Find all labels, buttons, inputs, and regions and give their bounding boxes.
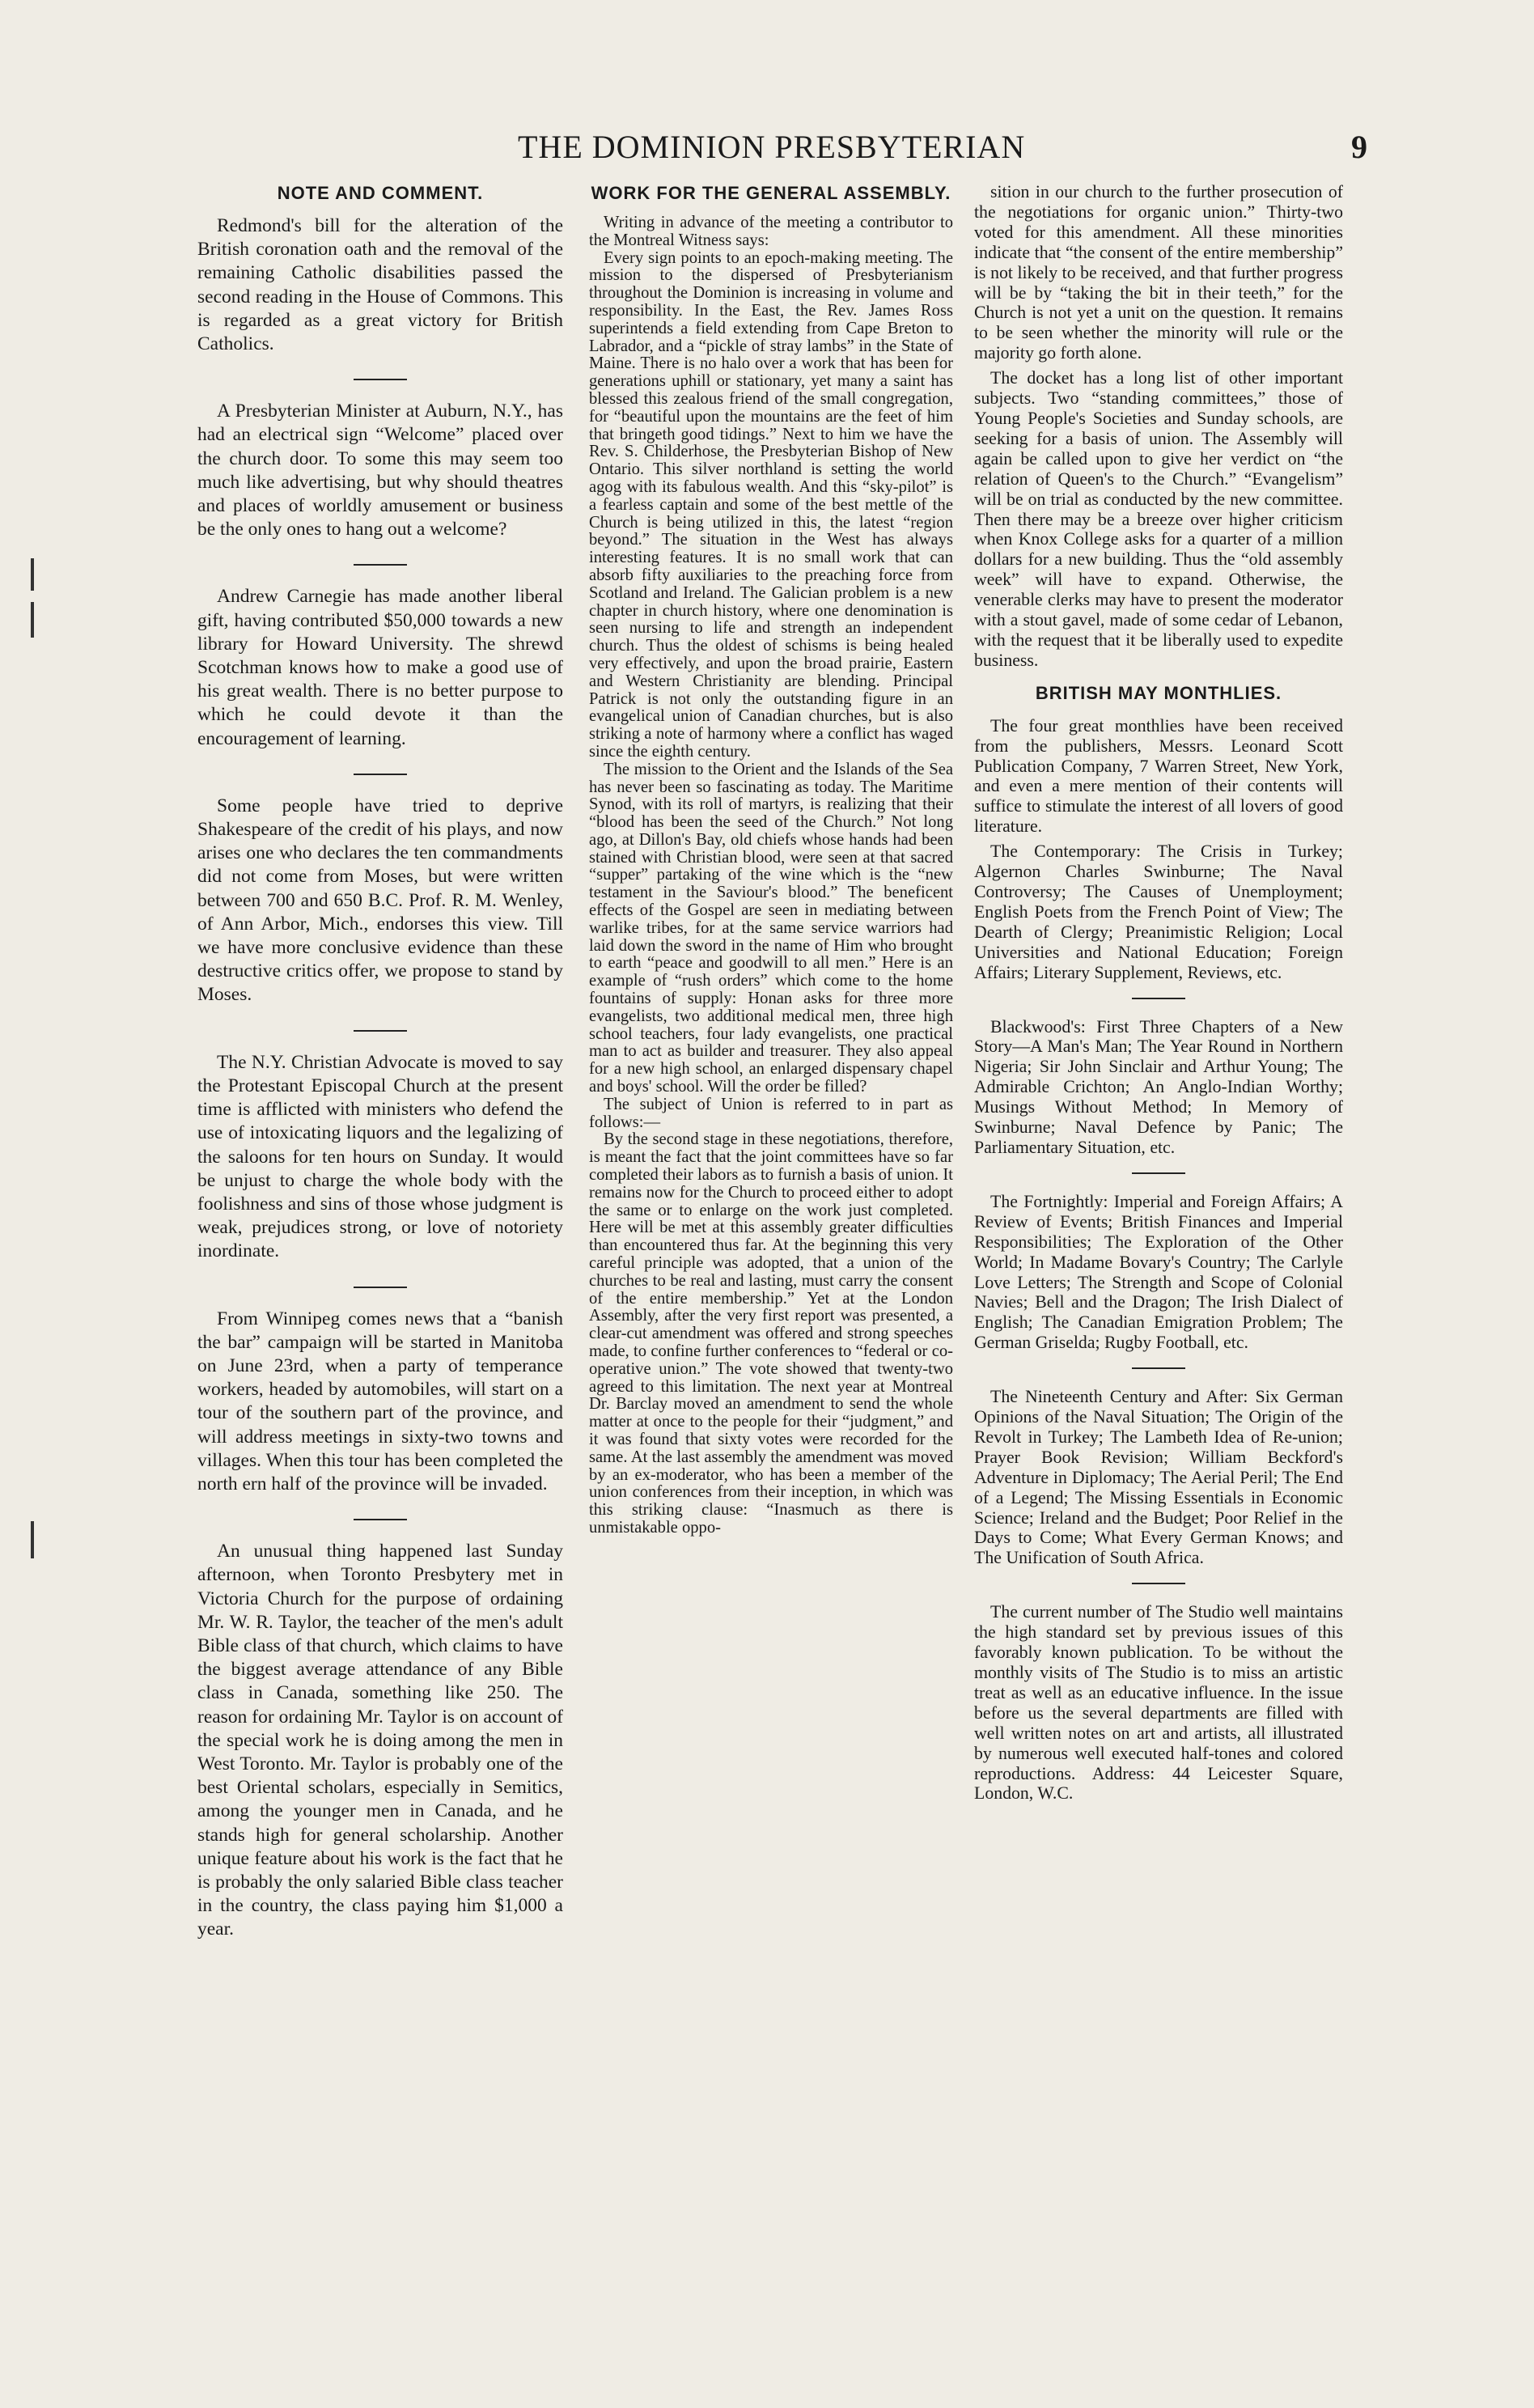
- article-paragraph: The N.Y. Christian Advocate is moved to say the Protestant Episcopal Church at the present time is afflicted with ministers who defend the use of intoxicating liquors and the legalizing of the saloons for ten hours on Sunday. It would be unjust to charge the whole body with the foolishness and sins of those whose judgment is weak, prejudices strong, or love of notoriety inordinate.: [197, 1051, 563, 1262]
- article-paragraph: The Fortnightly: Imperial and Foreign Affairs; A Review of Events; British Finances and Imperial Responsibilities; The Exploration of the Other World; In Madame Bovary's Country; The Carlyle Love Letters; The Strength and Scope of Colonial Navies; Bell and the Dragon; The Irish Dialect of English; The Canadian Emigration Problem; The German Griselda; Rugby Football, etc.: [974, 1191, 1343, 1353]
- article-paragraph: From Winnipeg comes news that a “banish the bar” campaign will be started in Manitoba on June 23rd, when a party of temperance workers, headed by automobiles, will start on a tour of the southern part of the province, and will address meetings in sixty-two towns and villages. When this tour has been completed the north ern half of the province will be invaded.: [197, 1308, 563, 1494]
- divider: [354, 379, 407, 380]
- article-paragraph: Andrew Carnegie has made another liberal gift, having contributed $50,000 towards a new library for Howard University. The shrewd Scotchman knows how to make a good use of his great wealth. There is no better purpose to which he could devote it than the encouragement of learning.: [197, 586, 563, 749]
- margin-marks: [31, 1521, 34, 1570]
- publication-title: THE DOMINION PRESBYTERIAN: [518, 129, 1026, 165]
- margin-mark: [31, 558, 34, 591]
- divider: [354, 774, 407, 775]
- article-paragraph: Some people have tried to deprive Shakespeare of the credit of his plays, and now arises one who declares the ten commandments did not come from Moses, but were written between 700 and 650 B.C. Prof. R. M. Wenley, of Ann Arbor, Mich., endorses this view. Till we have more conclusive evidence than these destructive critics offer, we propose to stand by Moses.: [197, 795, 563, 1006]
- page-header: [186, 128, 1367, 176]
- section-heading: WORK FOR THE GENERAL ASSEMBLY.: [591, 183, 951, 203]
- article-paragraph: By the second stage in these negotiations, therefore, is meant the fact that the joint committees have so far completed their labors as to furnish a basis of union. It remains now for the Church to proceed either to adopt the same or to enlarge on the work just completed. Here will be met at this assembly greater difficulties than encountered thus far. At the beginning this very careful principle was adopted, that a union of the churches to be real and lasting, must carry the consent of the entire membership.” Yet at the London Assembly, after the very first report was presented, a clear-cut amendment was offered and strong speeches made, to confine further conferences to “federal or co-operative union.” The vote showed that twenty-two agreed to this limitation. The next year at Montreal Dr. Barclay moved an amendment to send the whole matter at once to the people for their “judgment,” and it was found that sixty votes were recorded for the same. At the last assembly the amendment was moved by an ex-moderator, who has been a member of the union conferences from their inception, in which was this striking clause: “Inasmuch as there is unmistakable oppo-: [589, 1130, 953, 1537]
- column-note-and-comment: [197, 182, 563, 2221]
- article-paragraph: The four great monthlies have been received from the publishers, Messrs. Leonard Scott Publication Company, 7 Warren Street, New York, and even a mere mention of their contents will suffice to stimulate the interest of all lovers of good literature.: [974, 715, 1343, 837]
- article-paragraph: Blackwood's: First Three Chapters of a New Story—A Man's Man; The Year Round in Northern Nigeria; Sir John Sinclair and Arthur Young; The Admirable Crichton; An Anglo-Indian Worthy; Musings Without Method; In Memory of Swinburne; Naval Defence by Panic; The Parliamentary Situation, etc.: [974, 1016, 1343, 1157]
- column-work-for-general-assembly: [589, 182, 953, 2221]
- divider: [1132, 1367, 1185, 1369]
- article-paragraph: The subject of Union is referred to in part as follows:—: [589, 1095, 953, 1131]
- article-paragraph: The Nineteenth Century and After: Six German Opinions of the Naval Situation; The Origin of the Revolt in Turkey; The Lambeth Idea of Re-union; Prayer Book Revision; William Beckford's Adventure in Diplomacy; The Aerial Peril; The End of a Legend; The Missing Essentials in Economic Science; Ireland and the Budget; Poor Relief in the Days to Come; What Every German Knows; and The Unification of South Africa.: [974, 1387, 1343, 1568]
- article-paragraph: The Contemporary: The Crisis in Turkey; Algernon Charles Swinburne; The Naval Controversy; The Causes of Unemployment; English Poets from the French Point of View; The Dearth of Clergy; Preanimistic Religion; Local Universities and National Education; Foreign Affairs; Literary Supplement, Reviews, etc.: [974, 842, 1343, 982]
- article-paragraph: A Presbyterian Minister at Auburn, N.Y., has had an electrical sign “Welcome” placed over the church door. To some this may seem too much like advertising, but why should theatres and places of worldly amusement or business be the only ones to hang out a welcome?: [197, 401, 563, 541]
- margin-mark: [31, 602, 34, 638]
- column-continued-and-monthlies: [974, 182, 1343, 2221]
- article-paragraph: Writing in advance of the meeting a contributor to the Montreal Witness says:: [589, 214, 953, 249]
- article-paragraph: Every sign points to an epoch-making meeting. The mission to the dispersed of Presbyterianism throughout the Dominion is increasing in volume and responsibility. In the East, the Rev. James Ross superintends a field extending from Cape Breton to Labrador, and a “pickle of stray lambs” in the State of Maine. There is no halo over a work that has been for generations uphill or stationary, yet many a saint has blessed this zealous friend of the small congregation, for “beautiful upon the mountains are the feet of him that bringeth good tidings.” Next to him we have the Rev. S. Childerhose, the Presbyterian Bishop of New Ontario. This silver northland is setting the world agog with its fabulous wealth. And this “sky-pilot” is a fearless captain and some of the best mettle of the Church is being utilized in this, the latest “region beyond.” The situation in the West has always interesting features. It is no small work that can absorb fifty auxiliaries to the preaching force from Scotland and Ireland. The Galician problem is a new chapter in church history, where one denomination is seen nursing to life and strength an independent church. Thus the oldest of schisms is being healed very effectively, and upon the broad prairie, Eastern and Western Christianity are blending. Principal Patrick is not only the outstanding figure in an evangelical union of Canadian churches, but is also striking a note of harmony where a conflict has waged since the eighth century.: [589, 248, 953, 761]
- article-paragraph: An unusual thing happened last Sunday afternoon, when Toronto Presbytery met in Victoria Church for the purpose of ordaining Mr. W. R. Taylor, the teacher of the men's adult Bible class of that church, which claims to have the biggest average attendance of any Bible class in Canada, something like 250. The reason for ordaining Mr. Taylor is on account of the special work he is doing among the men in West Toronto. Mr. Taylor is probably one of the best Oriental scholars, especially in Semitics, among the younger men in Canada, and he stands high for general scholarship. Another unique feature about his work is the fact that he is probably the only salaried Bible class teacher in the country, the class paying him $1,000 a year.: [197, 1541, 563, 1940]
- page-number: 9: [1351, 129, 1367, 165]
- divider: [354, 1519, 407, 1520]
- divider: [354, 1030, 407, 1032]
- divider: [1132, 1583, 1185, 1584]
- article-paragraph: The mission to the Orient and the Islands of the Sea has never been so fascinating as today. The Maritime Synod, with its roll of martyrs, is realizing that their “blood has been the seed of the Church.” Not long ago, at Dillon's Bay, old chiefs whose hands had been stained with Christian blood, were seen at that sacred “supper” partaking of the wine which is the “new testament in the Saviour's blood.” The beneficent effects of the Gospel are seen in mediating between warlike tribes, for at the same service warriors had laid down the sword in the name of Him who brought to earth “peace and goodwill to all men.” Here is an example of “rush orders” which come to the home fountains of supply: Honan asks for three more evangelists, two additional medical men, three high school teachers, four lady evangelists, one practical man to act as builder and treasurer. They also appeal for a new high school, an enlarged dispensary chapel and boys' school. Will the order be filled?: [589, 760, 953, 1096]
- divider: [1132, 1172, 1185, 1174]
- section-heading: NOTE AND COMMENT.: [277, 183, 484, 203]
- article-paragraph: sition in our church to the further prosecution of the negotiations for organic union.” Thirty-two voted for this amendment. All these minorities indicate that “the consent of the entire membership” is not likely to be received, and that further progress will be by “taking the bit in their teeth,” for the Church is not yet a unit on the question. It remains to be seen whether the minority will rule or the majority go forth alone.: [974, 182, 1343, 363]
- article-paragraph: Redmond's bill for the alteration of the British coronation oath and the removal of the remaining Catholic disabilities passed the second reading in the House of Commons. This is regarded as a great victory for British Catholics.: [197, 215, 563, 355]
- article-paragraph: The current number of The Studio well maintains the high standard set by previous issues of this favorably known publication. To be without the monthly visits of The Studio is to miss an artistic treat as well as an educative influence. In the issue before us the several departments are filled with well written notes on art and artists, all illustrated by numerous well executed half-tones and colored reproductions. Address: 44 Leicester Square, London, W.C.: [974, 1602, 1343, 1804]
- margin-mark: [31, 1521, 34, 1558]
- divider: [1132, 998, 1185, 999]
- article-paragraph: The docket has a long list of other important subjects. Two “standing committees,” those of Young People's Societies and Sunday schools, are seeking for a basis of union. The Assembly will again be called upon to give her verdict on “the relation of Queen's to the Church.” “Evangelism” will be on trial as conducted by the new committee. Then there may be a breeze over higher criticism when Knox College asks for a quarter of a million dollars for a new building. Thus the “old assembly week” will have to expand. Otherwise, the venerable clerks may have to present the moderator with a stout gavel, made of some cedar of Lebanon, with the request that it be liberally used to expedite business.: [974, 368, 1343, 670]
- section-heading: BRITISH MAY MONTHLIES.: [1035, 682, 1282, 703]
- divider: [354, 564, 407, 566]
- margin-marks: [31, 558, 34, 649]
- divider: [354, 1287, 407, 1288]
